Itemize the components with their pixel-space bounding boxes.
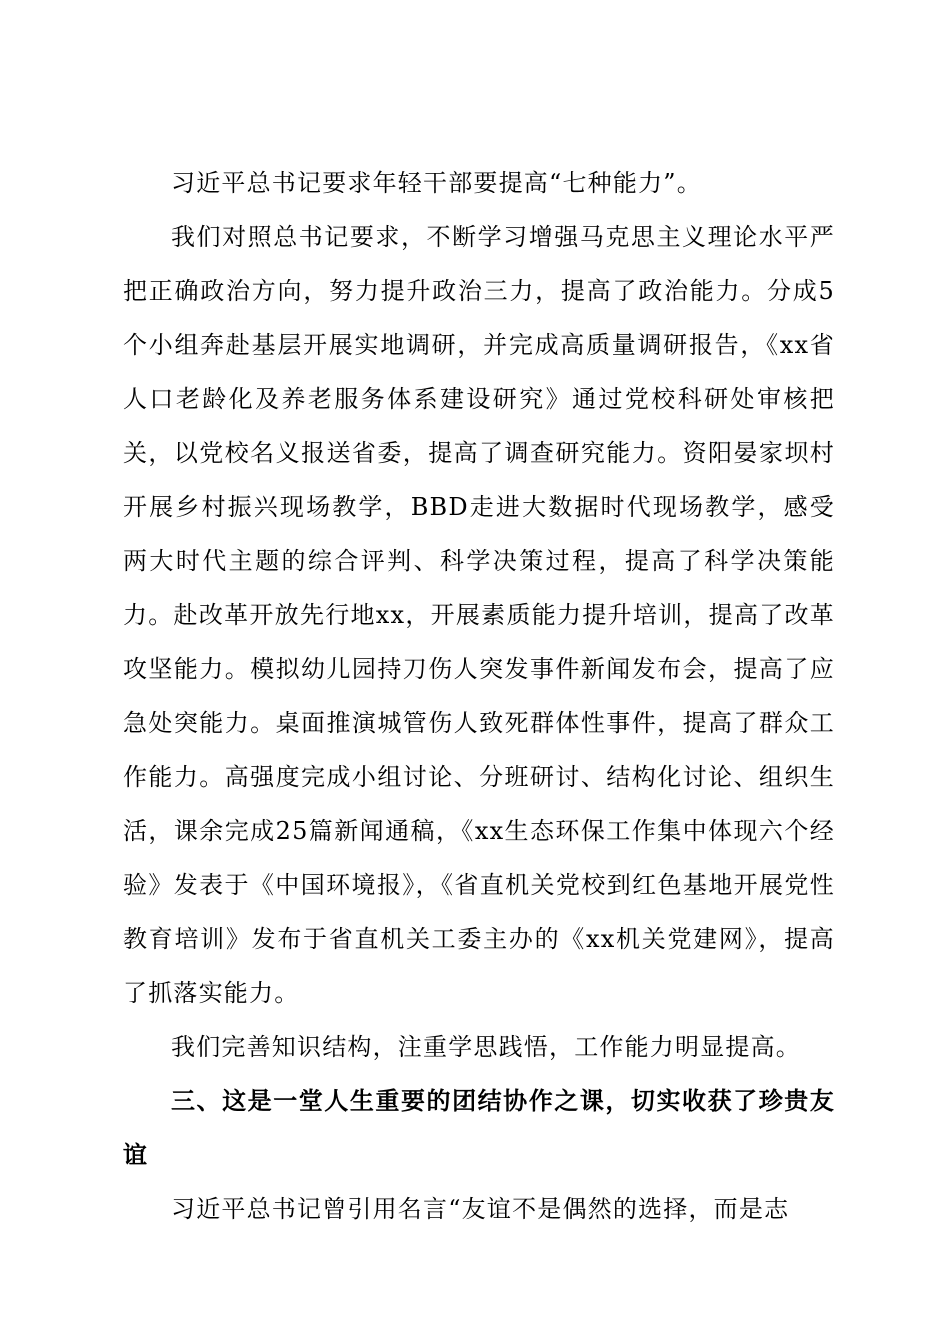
- document-body: [123, 156, 835, 1236]
- paragraph-friendship: 习近平总书记曾引用名言“友谊不是偶然的选择，而是志: [171, 1195, 790, 1223]
- paragraph-ability-details: 我们对照总书记要求，不断学习增强马克思主义理论水平严把正确政治方向，努力提升政治三力，提高了政治能力。分成5个小组奔赴基层开展实地调研，并完成高质量调研报告，《xx省人口老龄化及养老服务体系建设研究》通过党校科研处审核把关，以党校名义报送省委，提高了调查研究能力。资阳晏家坝村开展乡村振兴现场教学，BBD走进大数据时代现场教学，感受两大时代主题的综合评判、科学决策过程，提高了科学决策能力。赴改革开放先行地xx，开展素质能力提升培训，提高了改革攻坚能力。模拟幼儿园持刀伤人突发事件新闻发布会，提高了应急处突能力。桌面推演城管伤人致死群体性事件，提高了群众工作能力。高强度完成小组讨论、分班研讨、结构化讨论、组织生活，课余完成25篇新闻通稿，《xx生态环保工作集中体现六个经验》发表于《中国环境报》，《省直机关党校到红色基地开展党性教育培训》发布于省直机关工委主办的《xx机关党建网》，提高了抓落实能力。: [123, 223, 835, 1007]
- section-heading: 三、这是一堂人生重要的团结协作之课，切实收获了珍贵友谊: [123, 1087, 835, 1169]
- paragraph-summary: 我们完善知识结构，注重学思践悟，工作能力明显提高。: [171, 1033, 801, 1061]
- paragraph-intro: 习近平总书记要求年轻干部要提高“七种能力”。: [171, 169, 702, 197]
